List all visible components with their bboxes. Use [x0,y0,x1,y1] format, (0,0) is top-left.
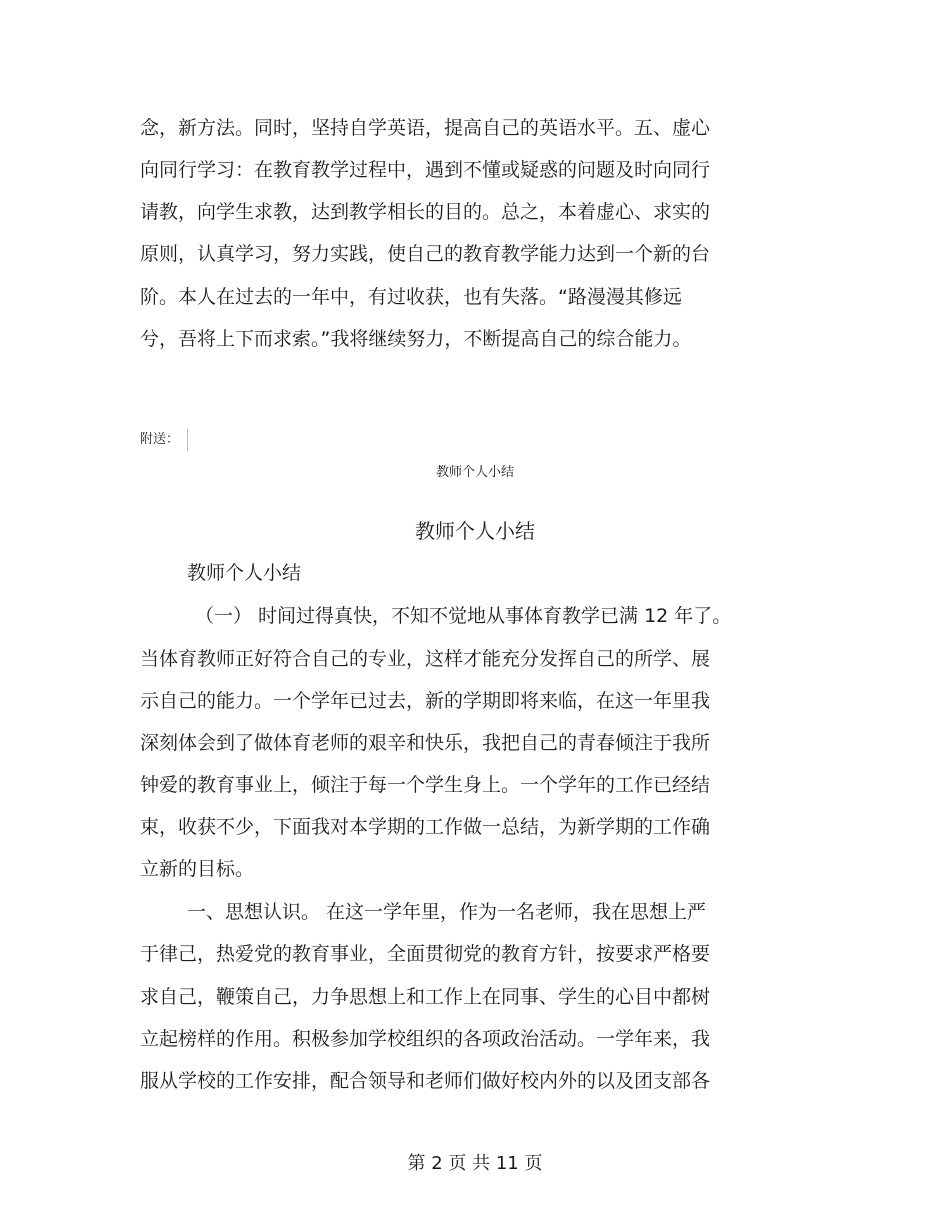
paragraph-line: 服从学校的工作安排，配合领导和老师们做好校内外的以及团支部各 [140,1070,711,1092]
appendix-label: 附送： [140,432,180,447]
paragraph-line: 立新的目标。 [140,858,255,880]
paragraph-line: 原则，认真学习，努力实践，使自己的教育教学能力达到一个新的台 [140,243,711,265]
paragraph-line: 兮，吾将上下而求索。”我将继续努力，不断提高自己的综合能力。 [140,328,692,350]
small-title: 教师个人小结 [435,465,514,480]
paragraph-line: 阶。本人在过去的一年中，有过收获，也有失落。“路漫漫其修远 [140,286,682,308]
paragraph-line: 当体育教师正好符合自己的专业，这样才能充分发挥自己的所学、展 [140,648,711,670]
paragraph-line: 念，新方法。同时，坚持自学英语，提高自己的英语水平。五、虚心 [140,117,711,139]
paragraph-line: 一、思想认识。 在这一学年里，作为一名老师，我在思想上严 [187,901,707,923]
paragraph-line: 示自己的能力。一个学年已过去，新的学期即将来临，在这一年里我 [140,690,711,712]
paragraph-line: 深刻体会到了做体育老师的艰辛和快乐，我把自己的青春倾注于我所 [140,732,711,754]
paragraph-line: 束，收获不少，下面我对本学期的工作做一总结，为新学期的工作确 [140,816,711,838]
page-number: 第 2 页 共 11 页 [407,1153,543,1174]
paragraph-line: 求自己，鞭策自己，力争思想上和工作上在同事、学生的心目中都树 [140,986,711,1008]
paragraph-line: 钟爱的教育事业上，倾注于每一个学生身上。一个学年的工作已经结 [140,774,711,796]
text-cursor [187,429,188,451]
paragraph-line: 立起榜样的作用。积极参加学校组织的各项政治活动。一学年来，我 [140,1028,711,1050]
paragraph-line: 于律己，热爱党的教育事业，全面贯彻党的教育方针，按要求严格要 [140,943,711,965]
paragraph-line: 请教，向学生求教，达到教学相长的目的。总之，本着虚心、求实的 [140,201,711,223]
paragraph-line: 向同行学习：在教育教学过程中，遇到不懂或疑惑的问题及时向同行 [140,159,711,181]
main-title: 教师个人小结 [415,519,535,543]
paragraph-line: （一） 时间过得真快，不知不觉地从事体育教学已满 12 年了。 [195,605,732,627]
sub-heading: 教师个人小结 [187,562,302,584]
